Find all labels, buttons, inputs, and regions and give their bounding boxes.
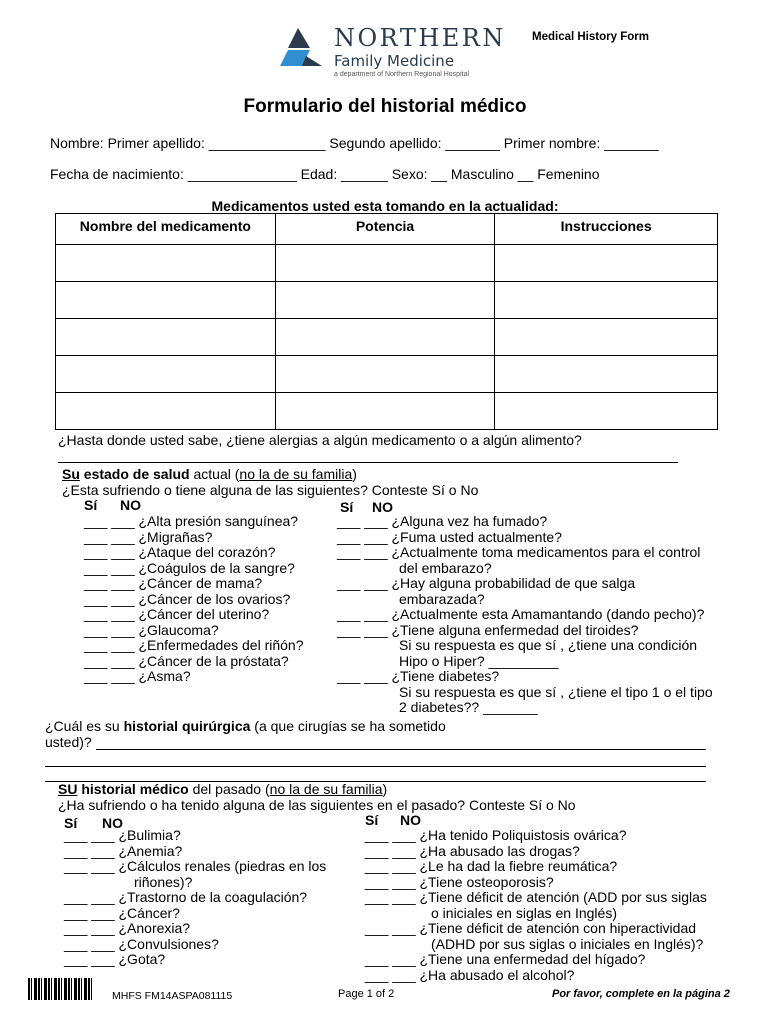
table-cell[interactable] <box>56 356 276 393</box>
surgical-history-question <box>45 718 446 734</box>
list-item-continued: Si su respuesta es que sí , ¿tiene el tipo 1 o el tipo <box>399 683 713 700</box>
list-item[interactable]: ___ ___ ¿Alguna vez ha fumado? <box>337 513 548 529</box>
thyroid-type-field[interactable]: Hipo o Hiper? _________ <box>399 652 559 669</box>
surgical-prefix: ¿Cuál es su <box>45 718 124 734</box>
list-item[interactable]: ___ ___ ¿Gota? <box>64 951 166 967</box>
table-cell[interactable] <box>495 393 718 430</box>
table-row <box>56 356 718 393</box>
table-cell[interactable] <box>56 245 276 282</box>
list-item[interactable]: ___ ___ ¿Convulsiones? <box>64 935 219 952</box>
heading-actual: actual ( <box>189 466 240 482</box>
allergy-answer-line[interactable] <box>58 462 678 463</box>
past-history-heading <box>58 781 387 797</box>
list-item[interactable]: ___ ___ ¿Hay alguna probabilidad de que salga <box>337 575 636 591</box>
heading-health-status: estado de salud <box>79 466 190 482</box>
page-number: Page 1 of 2 <box>338 988 395 1000</box>
patient-dob-line[interactable]: Fecha de nacimiento: ______________ Edad: ______ Sexo: __ Masculino __ Femenino <box>50 166 600 182</box>
list-item[interactable]: ___ ___ ¿Tiene déficit de atención (ADD por sus siglas <box>365 889 707 905</box>
surgical-bold: historial quirúrgica <box>123 718 251 734</box>
surgical-answer-line[interactable] <box>45 766 706 767</box>
table-cell[interactable] <box>275 282 494 319</box>
yes-label-left: Sí <box>84 497 98 513</box>
table-cell[interactable] <box>56 393 276 430</box>
list-item-continued: Si su respuesta es que sí , ¿tiene una condición <box>399 637 698 653</box>
list-item[interactable]: ___ ___ ¿Ataque del corazón? <box>84 544 276 560</box>
allergy-question: ¿Hasta donde usted sabe, ¿tiene alergias a algún medicamento o a algún alimento? <box>58 432 582 448</box>
logo-subtitle: Family Medicine <box>334 52 455 70</box>
list-item[interactable]: ___ ___ ¿Le ha dad la fiebre reumática? <box>365 858 618 874</box>
list-item[interactable]: ___ ___ ¿Glaucoma? <box>84 621 219 638</box>
yes-label-right: Sí <box>365 812 379 828</box>
list-item-continued: embarazada? <box>399 590 485 607</box>
list-item[interactable]: ___ ___ ¿Tiene déficit de atención con hiperactividad <box>365 920 697 936</box>
patient-name-line[interactable]: Nombre: Primer apellido: _______________ Segundo apellido: _______ Primer nombre: _______ <box>50 135 659 151</box>
table-row <box>56 245 718 282</box>
table-row <box>56 282 718 319</box>
list-item[interactable]: ___ ___ ¿Actualmente toma medicamentos para el control <box>337 544 701 560</box>
logo-name: NORTHERN <box>334 24 506 52</box>
table-row <box>56 319 718 356</box>
list-item[interactable]: ___ ___ ¿Anemia? <box>64 842 183 859</box>
logo-tagline: a department of Northern Regional Hospital <box>334 71 470 78</box>
surgical-suffix: (a que cirugías se ha sometido <box>250 718 446 734</box>
northern-logo <box>280 26 505 82</box>
table-cell[interactable] <box>56 282 276 319</box>
list-item[interactable]: ___ ___ ¿Tiene osteoporosis? <box>365 873 554 890</box>
list-item[interactable]: ___ ___ ¿Ha abusado el alcohol? <box>365 966 575 983</box>
barcode-icon <box>28 978 94 1000</box>
list-item[interactable]: ___ ___ ¿Cáncer del uterino? <box>84 606 270 622</box>
list-item[interactable]: ___ ___ ¿Tiene diabetes? <box>337 668 500 684</box>
table-cell[interactable] <box>275 319 494 356</box>
past-history-left-list <box>64 828 326 968</box>
medications-heading: Medicamentos usted esta tomando en la actualidad: <box>211 198 559 214</box>
list-item-continued: del embarazo? <box>399 559 492 576</box>
heading-su: Su <box>62 466 80 482</box>
heading-not-family: no la de su familia <box>239 466 353 482</box>
yes-label-left: Sí <box>64 815 78 831</box>
list-item[interactable]: ___ ___ ¿Fuma usted actualmente? <box>337 528 562 545</box>
list-item[interactable]: ___ ___ ¿Enfermedades del riñón? <box>84 637 304 653</box>
list-item[interactable]: ___ ___ ¿Tiene alguna enfermedad del tiroides? <box>337 621 639 638</box>
table-cell[interactable] <box>495 245 718 282</box>
medications-table <box>55 213 718 430</box>
table-cell[interactable] <box>275 393 494 430</box>
list-item[interactable]: ___ ___ ¿Bulimia? <box>64 827 181 843</box>
table-cell[interactable] <box>275 356 494 393</box>
list-item[interactable]: ___ ___ ¿Actualmente esta Amamantando (dando pecho)? <box>337 606 705 622</box>
table-row <box>56 393 718 430</box>
table-cell[interactable] <box>495 356 718 393</box>
list-item[interactable]: ___ ___ ¿Anorexia? <box>64 920 191 936</box>
current-health-instruction: ¿Esta sufriendo o tiene alguna de las siguientes? Conteste Sí o No <box>62 482 479 498</box>
page-title: Formulario del historial médico <box>243 96 527 117</box>
col-instructions: Instrucciones <box>495 214 718 245</box>
no-label-left: NO <box>102 815 123 831</box>
list-item-continued: (ADHD por sus siglas o iniciales en Inglés)? <box>431 935 704 952</box>
current-health-right-list <box>337 514 713 716</box>
list-item[interactable]: ___ ___ ¿Cáncer de la próstata? <box>84 652 289 669</box>
yes-label-right: Sí <box>340 499 354 515</box>
list-item[interactable]: ___ ___ ¿Cáncer de mama? <box>84 575 263 591</box>
past-history-instruction: ¿Ha sufriendo o ha tenido alguna de las siguientes en el pasado? Conteste Sí o No <box>58 797 576 813</box>
col-strength: Potencia <box>275 214 494 245</box>
list-item-continued: riñones)? <box>134 873 193 890</box>
list-item[interactable]: ___ ___ ¿Asma? <box>84 668 191 684</box>
list-item[interactable]: ___ ___ ¿Ha abusado las drogas? <box>365 842 580 859</box>
list-item[interactable]: ___ ___ ¿Coágulos de la sangre? <box>84 559 295 576</box>
table-cell[interactable] <box>56 319 276 356</box>
surgical-answer-line[interactable] <box>96 749 706 750</box>
list-item[interactable]: ___ ___ ¿Ha tenido Poliquistosis ovárica? <box>365 827 627 843</box>
no-label-right: NO <box>400 812 421 828</box>
mountain-logo-icon <box>280 26 328 76</box>
table-cell[interactable] <box>275 245 494 282</box>
col-medication-name: Nombre del medicamento <box>56 214 276 245</box>
table-cell[interactable] <box>495 282 718 319</box>
list-item[interactable]: ___ ___ ¿Cálculos renales (piedras en los <box>64 858 327 874</box>
list-item[interactable]: ___ ___ ¿Trastorno de la coagulación? <box>64 889 308 905</box>
surgical-history-line2: usted)? <box>45 734 92 750</box>
current-health-left-list <box>84 514 303 685</box>
diabetes-type-field[interactable]: 2 diabetes?? _______ <box>399 699 538 715</box>
no-label-left: NO <box>120 497 141 513</box>
past-history-right-list <box>365 828 707 983</box>
table-cell[interactable] <box>495 319 718 356</box>
heading-medical-history: historial médico <box>77 781 189 797</box>
list-item[interactable]: ___ ___ ¿Migrañas? <box>84 528 213 545</box>
heading-past: del pasado ( <box>188 781 270 797</box>
current-health-heading <box>62 466 357 482</box>
form-code: MHFS FM14ASPA081115 <box>112 990 233 1002</box>
form-label: Medical History Form <box>532 31 649 43</box>
heading-not-family: no la de su familia <box>269 781 383 797</box>
list-item[interactable]: ___ ___ ¿Cáncer de los ovarios? <box>84 590 291 607</box>
list-item-continued: o iniciales en siglas en Inglés) <box>431 904 617 921</box>
list-item[interactable]: ___ ___ ¿Tiene una enfermedad del hígado? <box>365 951 646 967</box>
list-item[interactable]: ___ ___ ¿Cáncer? <box>64 904 180 921</box>
continue-note: Por favor, complete en la página 2 <box>552 988 730 1000</box>
list-item[interactable]: ___ ___ ¿Alta presión sanguínea? <box>84 513 299 529</box>
heading-close: ) <box>382 781 388 797</box>
no-label-right: NO <box>372 499 393 515</box>
heading-close: ) <box>352 466 357 482</box>
heading-su: SU <box>58 781 78 797</box>
